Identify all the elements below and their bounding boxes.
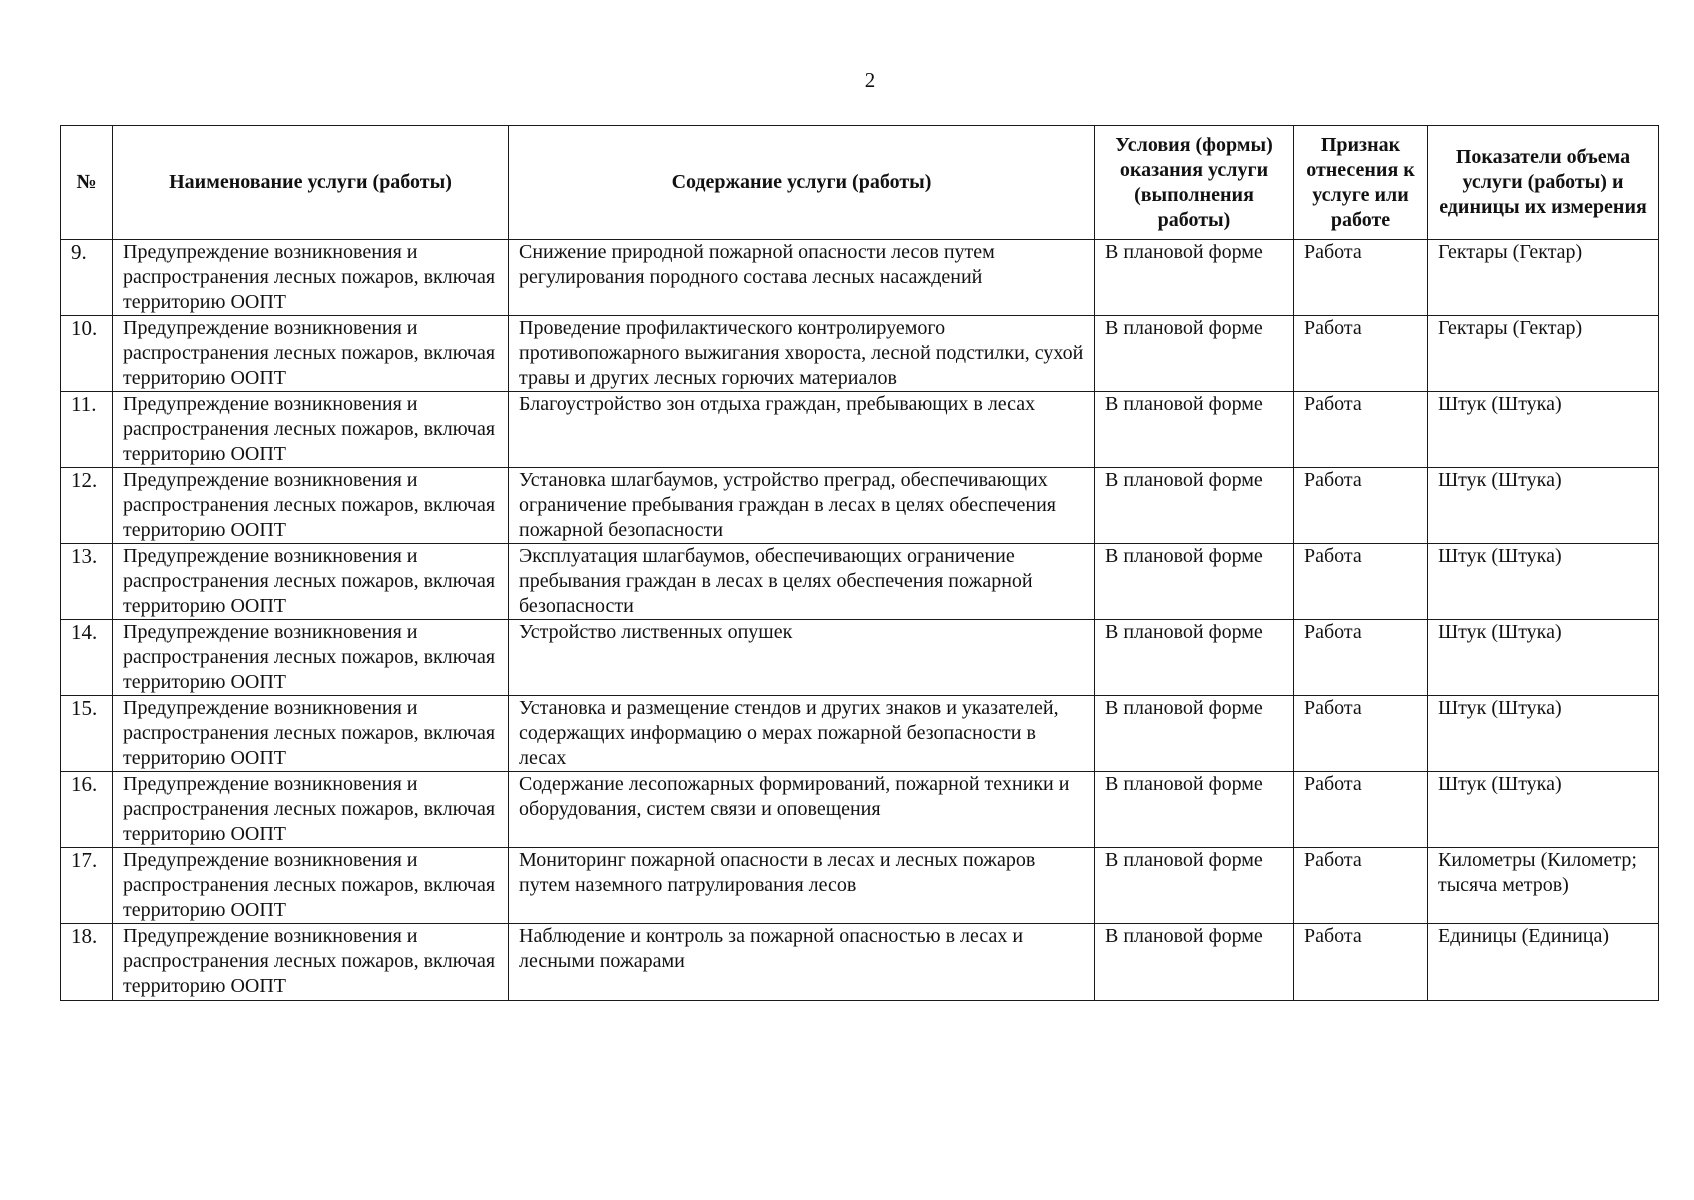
row-number: 12. (61, 468, 113, 544)
page-number: 2 (864, 68, 876, 92)
conditions-cell: В плановой форме (1095, 468, 1294, 544)
row-number: 17. (61, 848, 113, 924)
header-indicators: Показатели объема услуги (работы) и единицы их измерения (1428, 126, 1659, 240)
table-row (61, 620, 1659, 696)
table-row (61, 772, 1659, 848)
unit-cell: Штук (Штука) (1428, 468, 1659, 544)
service-content-cell: Снижение природной пожарной опасности лесов путем регулирования породного состава лесных насаждений (509, 240, 1095, 316)
attribute-cell: Работа (1294, 468, 1428, 544)
table-row (61, 240, 1659, 316)
attribute-cell: Работа (1294, 392, 1428, 468)
table-row (61, 696, 1659, 772)
row-number: 10. (61, 316, 113, 392)
conditions-cell: В плановой форме (1095, 696, 1294, 772)
conditions-cell: В плановой форме (1095, 772, 1294, 848)
table-row (61, 544, 1659, 620)
service-content-cell: Устройство лиственных опушек (509, 620, 1095, 696)
header-service-content: Содержание услуги (работы) (509, 126, 1095, 240)
attribute-cell: Работа (1294, 544, 1428, 620)
unit-cell: Штук (Штука) (1428, 392, 1659, 468)
table-header-row (61, 126, 1659, 240)
row-number: 15. (61, 696, 113, 772)
unit-cell: Штук (Штука) (1428, 772, 1659, 848)
conditions-cell: В плановой форме (1095, 316, 1294, 392)
service-name-cell: Предупреждение возникновения и распространения лесных пожаров, включая территорию ООПТ (113, 924, 509, 1001)
service-name-cell: Предупреждение возникновения и распространения лесных пожаров, включая территорию ООПТ (113, 544, 509, 620)
unit-cell: Единицы (Единица) (1428, 924, 1659, 1001)
conditions-cell: В плановой форме (1095, 240, 1294, 316)
row-number: 14. (61, 620, 113, 696)
table-row (61, 924, 1659, 1001)
attribute-cell: Работа (1294, 924, 1428, 1001)
attribute-cell: Работа (1294, 848, 1428, 924)
conditions-cell: В плановой форме (1095, 848, 1294, 924)
table-row (61, 468, 1659, 544)
header-num: № (61, 126, 113, 240)
header-service-name: Наименование услуги (работы) (113, 126, 509, 240)
conditions-cell: В плановой форме (1095, 620, 1294, 696)
unit-cell: Штук (Штука) (1428, 620, 1659, 696)
unit-cell: Гектары (Гектар) (1428, 316, 1659, 392)
service-name-cell: Предупреждение возникновения и распространения лесных пожаров, включая территорию ООПТ (113, 240, 509, 316)
unit-cell: Штук (Штука) (1428, 544, 1659, 620)
service-content-cell: Проведение профилактического контролируемого противопожарного выжигания хвороста, лесной подстилки, сухой травы и других лесных горючих материалов (509, 316, 1095, 392)
service-content-cell: Установка и размещение стендов и других знаков и указателей, содержащих информацию о мерах пожарной безопасности в лесах (509, 696, 1095, 772)
service-name-cell: Предупреждение возникновения и распространения лесных пожаров, включая территорию ООПТ (113, 696, 509, 772)
attribute-cell: Работа (1294, 772, 1428, 848)
attribute-cell: Работа (1294, 316, 1428, 392)
service-name-cell: Предупреждение возникновения и распространения лесных пожаров, включая территорию ООПТ (113, 620, 509, 696)
attribute-cell: Работа (1294, 696, 1428, 772)
header-conditions: Условия (формы) оказания услуги (выполнения работы) (1095, 126, 1294, 240)
unit-cell: Штук (Штука) (1428, 696, 1659, 772)
service-content-cell: Содержание лесопожарных формирований, пожарной техники и оборудования, систем связи и оповещения (509, 772, 1095, 848)
header-attribute: Признак отнесения к услуге или работе (1294, 126, 1428, 240)
conditions-cell: В плановой форме (1095, 924, 1294, 1001)
services-table (60, 125, 1659, 1001)
service-content-cell: Эксплуатация шлагбаумов, обеспечивающих ограничение пребывания граждан в лесах в целях обеспечения пожарной безопасности (509, 544, 1095, 620)
row-number: 9. (61, 240, 113, 316)
row-number: 11. (61, 392, 113, 468)
service-content-cell: Мониторинг пожарной опасности в лесах и лесных пожаров путем наземного патрулирования лесов (509, 848, 1095, 924)
attribute-cell: Работа (1294, 620, 1428, 696)
table-row (61, 848, 1659, 924)
conditions-cell: В плановой форме (1095, 392, 1294, 468)
service-content-cell: Благоустройство зон отдыха граждан, пребывающих в лесах (509, 392, 1095, 468)
table-row (61, 392, 1659, 468)
unit-cell: Километры (Километр; тысяча метров) (1428, 848, 1659, 924)
service-name-cell: Предупреждение возникновения и распространения лесных пожаров, включая территорию ООПТ (113, 392, 509, 468)
service-name-cell: Предупреждение возникновения и распространения лесных пожаров, включая территорию ООПТ (113, 772, 509, 848)
service-name-cell: Предупреждение возникновения и распространения лесных пожаров, включая территорию ООПТ (113, 848, 509, 924)
row-number: 13. (61, 544, 113, 620)
row-number: 18. (61, 924, 113, 1001)
service-content-cell: Установка шлагбаумов, устройство преград, обеспечивающих ограничение пребывания граждан в лесах в целях обеспечения пожарной безопасности (509, 468, 1095, 544)
service-name-cell: Предупреждение возникновения и распространения лесных пожаров, включая территорию ООПТ (113, 316, 509, 392)
service-name-cell: Предупреждение возникновения и распространения лесных пожаров, включая территорию ООПТ (113, 468, 509, 544)
table-row (61, 316, 1659, 392)
service-content-cell: Наблюдение и контроль за пожарной опасностью в лесах и лесными пожарами (509, 924, 1095, 1001)
row-number: 16. (61, 772, 113, 848)
conditions-cell: В плановой форме (1095, 544, 1294, 620)
attribute-cell: Работа (1294, 240, 1428, 316)
unit-cell: Гектары (Гектар) (1428, 240, 1659, 316)
